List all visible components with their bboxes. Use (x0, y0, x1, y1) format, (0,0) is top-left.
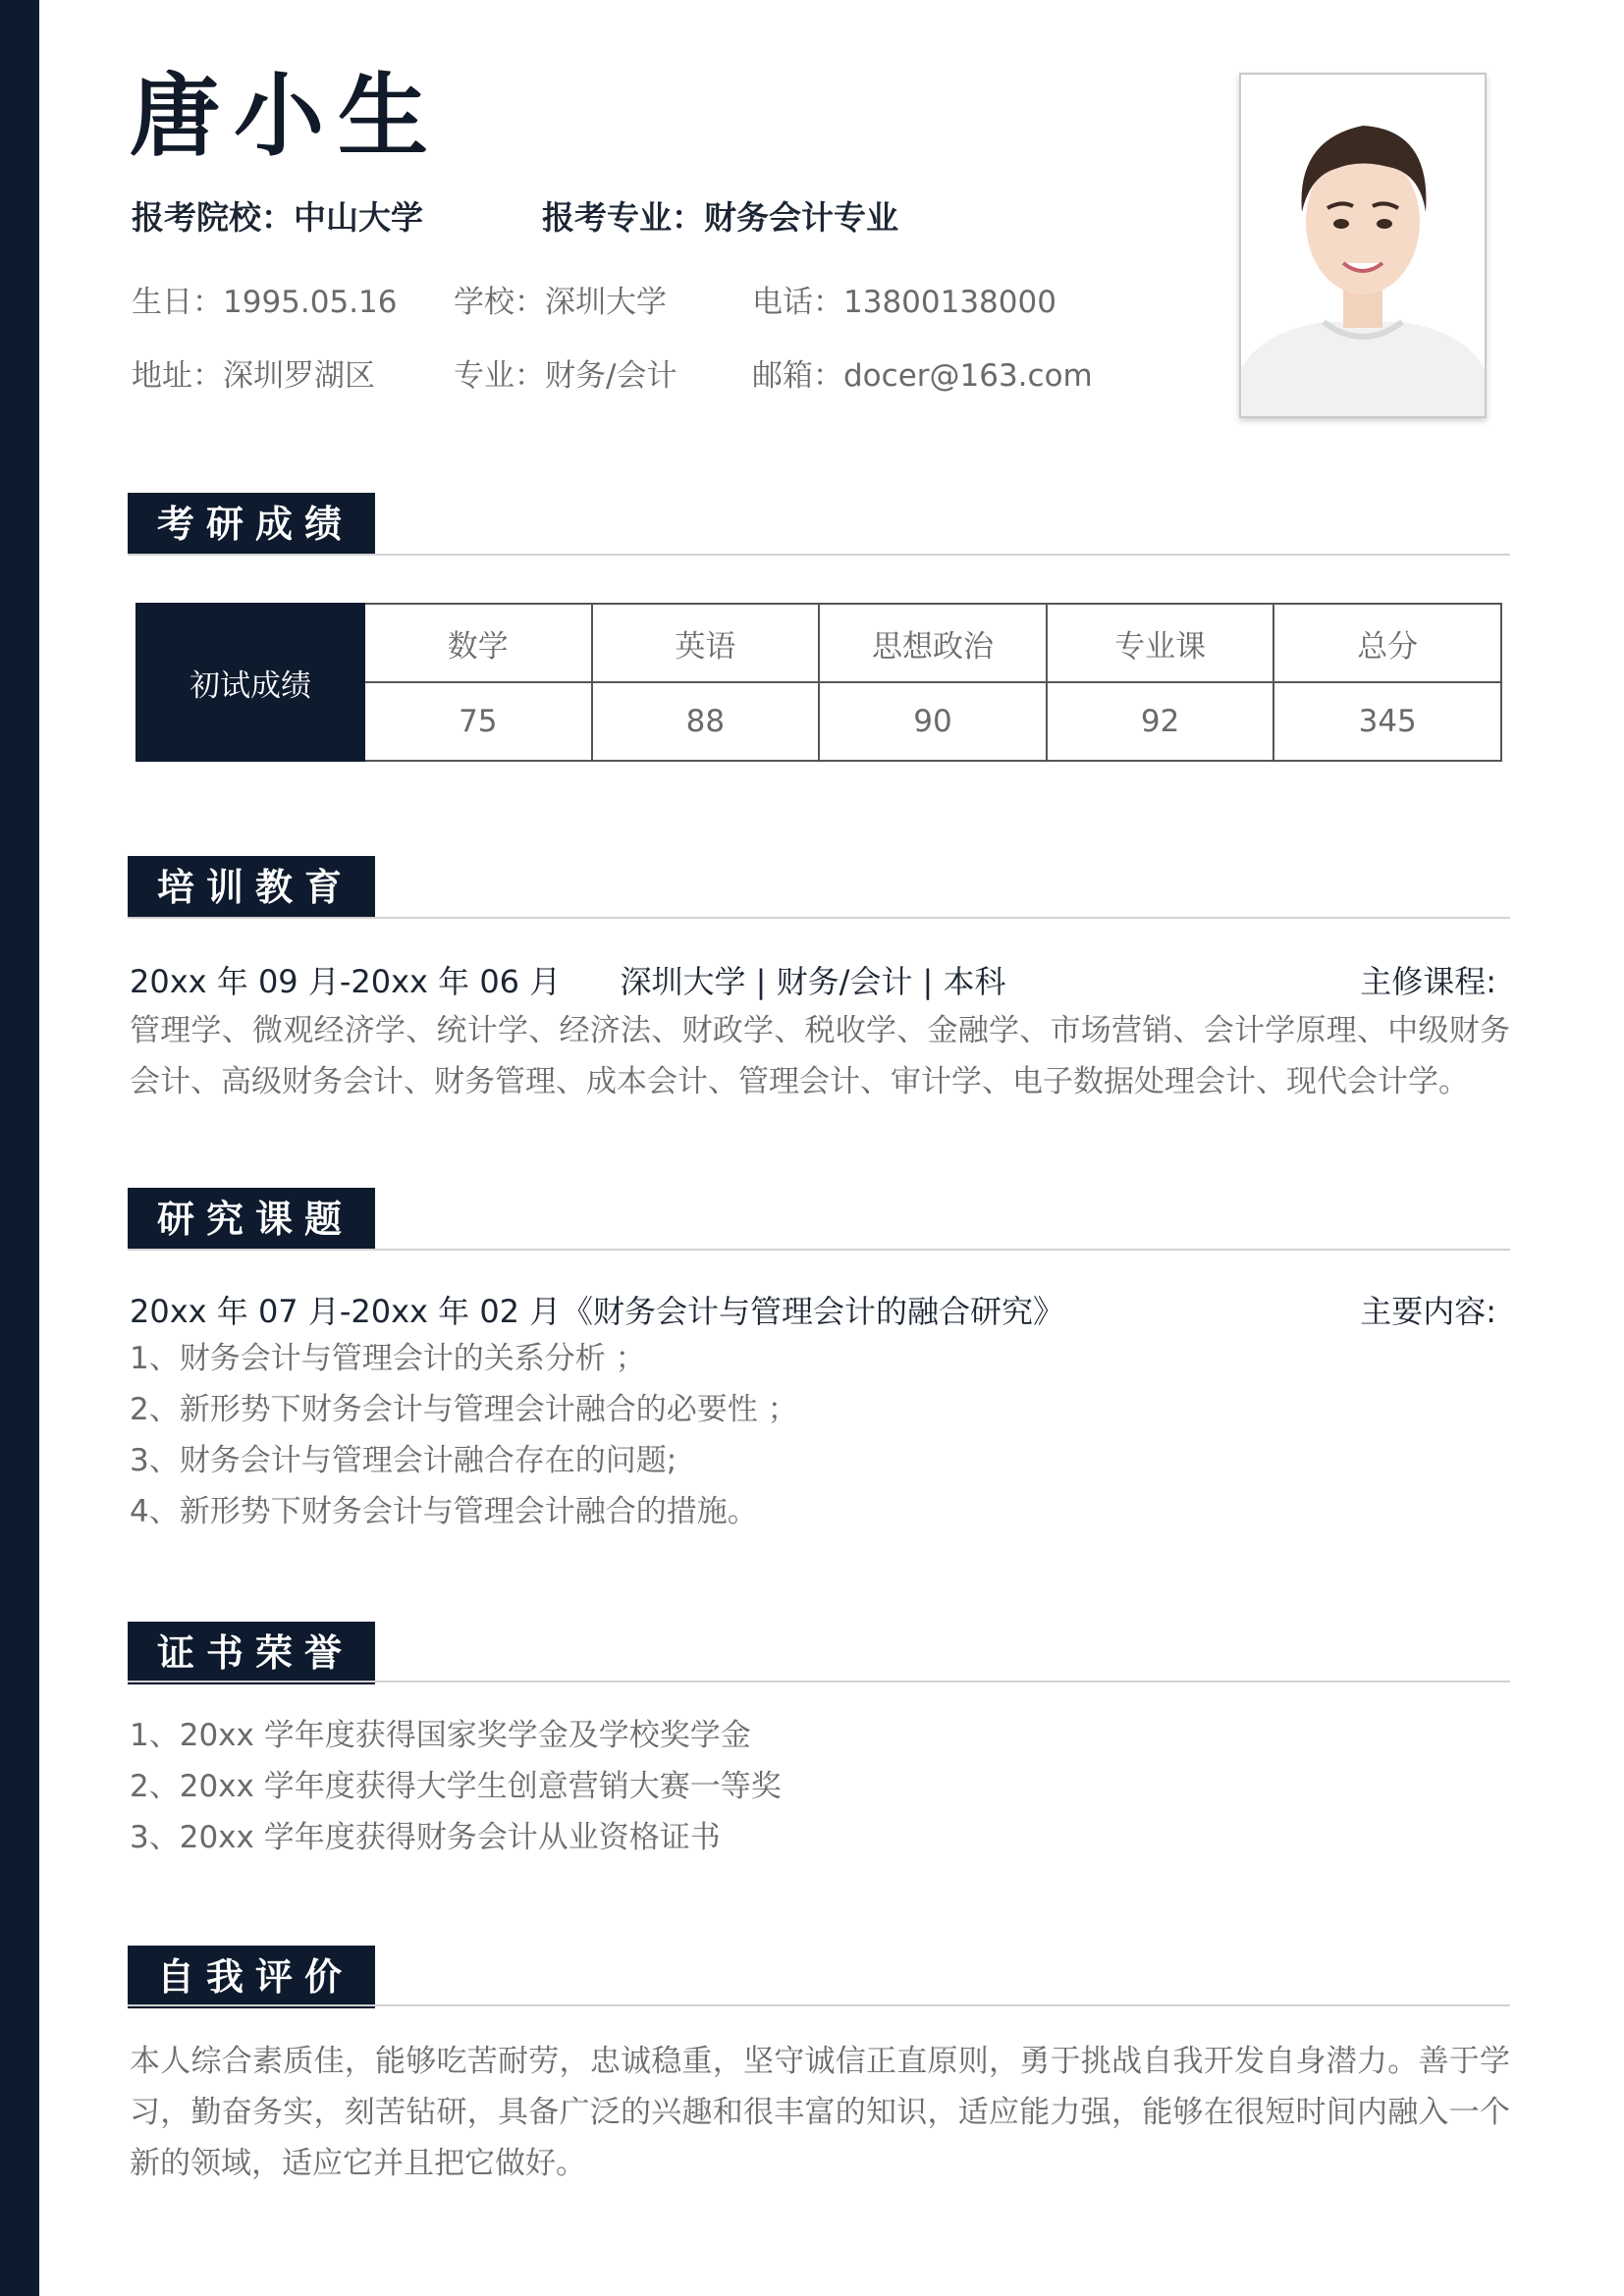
list-item: 4、新形势下财务会计与管理会计融合的措施。 (130, 1494, 758, 1529)
certificate-items (130, 1710, 782, 1863)
section-divider (128, 917, 1510, 919)
resume-name: 唐小生 (130, 64, 443, 169)
section-divider (128, 554, 1510, 556)
left-accent-bar (0, 0, 39, 2296)
education-period: 20xx 年 09 月-20xx 年 06 月 (130, 963, 562, 1000)
info-major: 专业：财务/会计 (454, 358, 677, 394)
profile-photo (1239, 73, 1487, 418)
apply-major: 报考专业：财务会计专业 (542, 198, 898, 237)
score-header: 数学 (364, 604, 592, 682)
research-topic: 《财务会计与管理会计的融合研究》 (561, 1293, 1064, 1330)
score-value: 88 (592, 682, 820, 761)
list-item: 1、20xx 学年度获得国家奖学金及学校奖学金 (130, 1718, 751, 1753)
score-header: 思想政治 (819, 604, 1047, 682)
score-value: 75 (364, 682, 592, 761)
research-items (130, 1333, 798, 1537)
list-item: 3、财务会计与管理会计融合存在的问题; (130, 1443, 677, 1478)
research-period: 20xx 年 07 月-20xx 年 02 月 (130, 1293, 562, 1330)
section-divider (128, 2004, 1510, 2006)
section-title-research: 研究课题 (128, 1188, 375, 1251)
score-header: 总分 (1273, 604, 1501, 682)
education-courses-label: 主修课程: (1360, 963, 1496, 1000)
section-title-scores: 考研成绩 (128, 493, 375, 556)
section-title-education: 培训教育 (128, 856, 375, 919)
info-birthday: 生日：1995.05.16 (132, 285, 398, 320)
score-value: 345 (1273, 682, 1501, 761)
scores-row-label: 初试成绩 (136, 604, 364, 761)
education-school: 深圳大学 | 财务/会计 | 本科 (620, 963, 1006, 1000)
score-value: 92 (1047, 682, 1274, 761)
score-header: 英语 (592, 604, 820, 682)
research-meta (130, 1287, 1496, 1330)
score-header: 专业课 (1047, 604, 1274, 682)
list-item: 2、新形势下财务会计与管理会计融合的必要性 ； (130, 1392, 798, 1427)
section-title-certificates: 证书荣誉 (128, 1622, 375, 1684)
info-address: 地址：深圳罗湖区 (132, 358, 375, 394)
education-meta (130, 957, 1496, 1000)
list-item: 3、20xx 学年度获得财务会计从业资格证书 (130, 1820, 721, 1855)
research-content-label: 主要内容: (1360, 1293, 1496, 1330)
section-divider (128, 1249, 1510, 1251)
portrait-illustration (1241, 75, 1485, 416)
info-school: 学校：深圳大学 (454, 285, 667, 320)
score-value: 90 (819, 682, 1047, 761)
list-item: 2、20xx 学年度获得大学生创意营销大赛一等奖 (130, 1769, 782, 1804)
section-title-self-eval: 自我评价 (128, 1946, 375, 2008)
info-email: 邮箱：docer@163.com (752, 358, 1093, 394)
apply-school: 报考院校：中山大学 (132, 198, 423, 237)
info-phone: 电话：13800138000 (752, 285, 1056, 320)
education-courses: 管理学、微观经济学、统计学、经济法、财政学、税收学、金融学、市场营销、会计学原理、中级财务会计、高级财务会计、财务管理、成本会计、管理会计、审计学、电子数据处理会计、现代会计学。 (130, 1013, 1510, 1099)
self-eval-text: 本人综合素质佳，能够吃苦耐劳，忠诚稳重，坚守诚信正直原则，勇于挑战自我开发自身潜力。善于学习，勤奋务实，刻苦钻研，具备广泛的兴趣和很丰富的知识，适应能力强，能够在很短时间内融入一个新的领域，适应它并且把它做好。 (130, 2044, 1510, 2181)
section-divider (128, 1681, 1510, 1682)
list-item: 1、财务会计与管理会计的关系分析 ； (130, 1341, 646, 1376)
scores-table (135, 603, 1502, 762)
